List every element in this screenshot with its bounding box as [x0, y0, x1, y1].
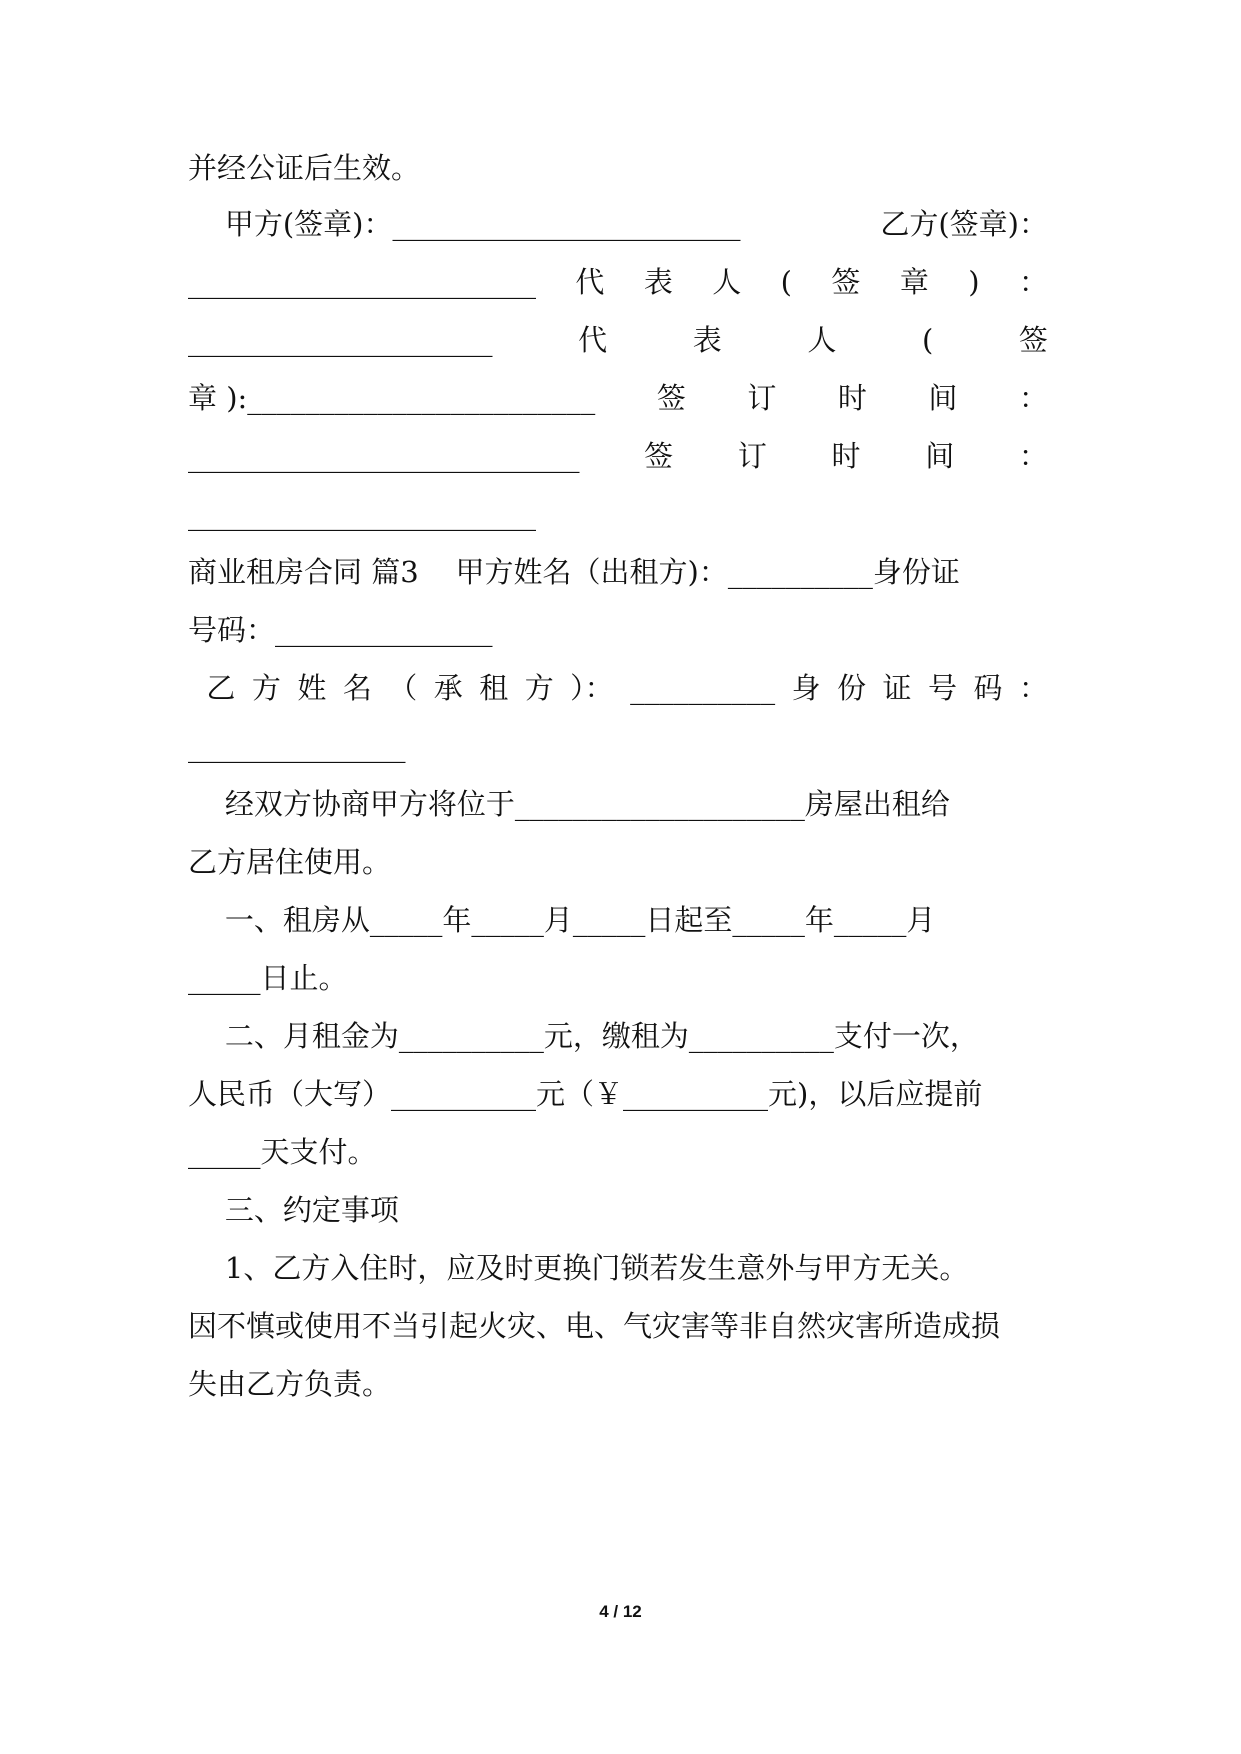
paragraph-line: 并经公证后生效。 — [188, 151, 421, 185]
paragraph-line: 一、租房从_____年_____月_____日起至_____年_____月 — [188, 903, 936, 937]
paragraph-line: _____日止。 — [188, 961, 348, 995]
paragraph-line: 乙 方 姓 名 （ 承 租 方 ）： __________ 身 份 证 号 码 ： — [188, 671, 1048, 705]
paragraph-line: 号码：_______________ — [188, 613, 493, 647]
page-number: 4 / 12 — [599, 1602, 642, 1621]
paragraph-line: _______________ — [188, 729, 406, 763]
paragraph-line: 乙方居住使用。 — [188, 845, 392, 879]
paragraph-line: _____________________ 代 表 人 ( 签 — [188, 323, 1048, 357]
paragraph-line: 因不慎或使用不当引起火灾、电、气灾害等非自然灾害所造成损 — [188, 1309, 1001, 1343]
paragraph-line: 甲方(签章)：________________________ 乙方(签章)： — [188, 207, 1048, 241]
paragraph-line: ________________________ — [188, 497, 536, 531]
paragraph-line: 1、乙方入住时，应及时更换门锁若发生意外与甲方无关。 — [188, 1251, 969, 1285]
paragraph-line: 失由乙方负责。 — [188, 1367, 392, 1401]
paragraph-line: 章 ):________________________ 签 订 时 间 ： — [188, 381, 1048, 415]
section-heading-line: 商业租房合同 篇3 甲方姓名（出租方)：__________身份证 — [188, 555, 960, 589]
paragraph-line: ________________________ 代 表 人 ( 签 章 ) ： — [188, 265, 1048, 299]
paragraph-line: ___________________________ 签 订 时 间 ： — [188, 439, 1048, 473]
paragraph-line: _____天支付。 — [188, 1135, 377, 1169]
paragraph-line: 人民币（大写）__________元（￥__________元)，以后应提前 — [188, 1077, 983, 1111]
paragraph-line: 二、月租金为__________元，缴租为__________支付一次， — [188, 1019, 979, 1053]
paragraph-line: 经双方协商甲方将位于____________________房屋出租给 — [188, 787, 950, 821]
paragraph-line: 三、约定事项 — [188, 1193, 399, 1227]
